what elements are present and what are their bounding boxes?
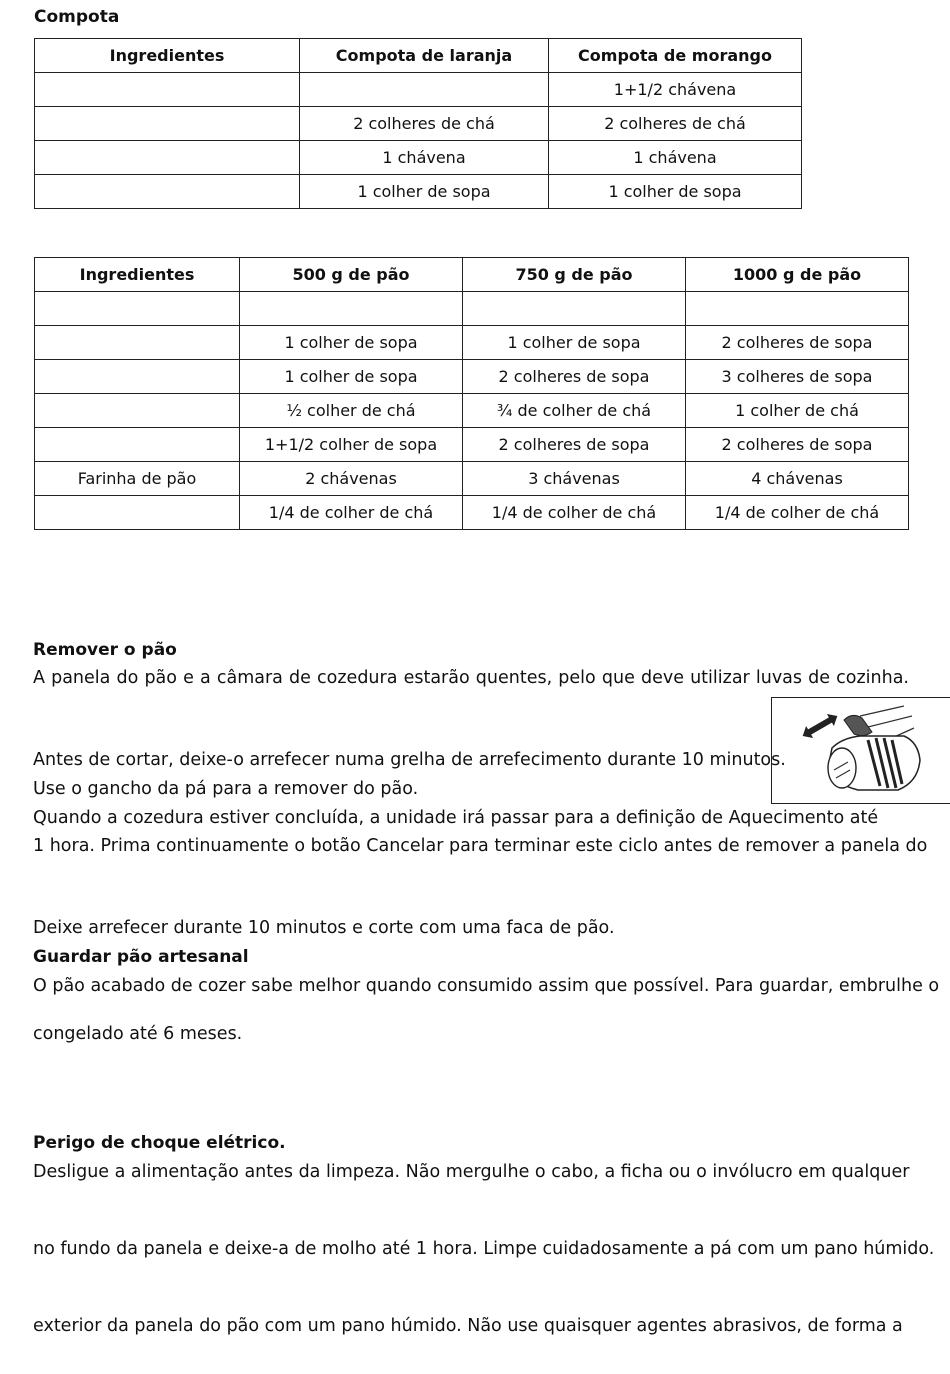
table-row <box>35 73 802 107</box>
paragraph-line: no fundo da panela e deixe-a de molho até 1 hora. Limpe cuidadosamente a pá com um pano húmido. <box>33 1239 935 1259</box>
table-cell: 2 chávenas <box>240 462 463 496</box>
table-cell: 3 chávenas <box>463 462 686 496</box>
table-row <box>35 326 909 360</box>
table-cell: 1 chávena <box>300 141 549 175</box>
table-cell: 2 colheres de sopa <box>686 326 909 360</box>
paragraph-line: O pão acabado de cozer sabe melhor quando consumido assim que possível. Para guardar, embrulhe o <box>33 976 940 996</box>
table-cell: 1 chávena <box>549 141 802 175</box>
table-cell <box>35 360 240 394</box>
table-cell <box>35 73 300 107</box>
table-cell: 2 colheres de sopa <box>463 428 686 462</box>
table-header: Ingredientes <box>35 39 300 73</box>
table-cell: 1 colher de sopa <box>300 175 549 209</box>
table-cell: 1 colher de sopa <box>549 175 802 209</box>
table-cell <box>463 292 686 326</box>
paragraph-line: Use o gancho da pá para a remover do pão. <box>33 779 419 799</box>
paragraph-line: A panela do pão e a câmara de cozedura estarão quentes, pelo que deve utilizar luvas de cozinha. <box>33 668 909 688</box>
table-cell <box>686 292 909 326</box>
table-cell: 4 chávenas <box>686 462 909 496</box>
table-header: 500 g de pão <box>240 258 463 292</box>
table-cell: ¾ de colher de chá <box>463 394 686 428</box>
paddle-removal-illustration <box>771 697 950 804</box>
table-cell: 2 colheres de sopa <box>686 428 909 462</box>
table-header: Compota de morango <box>549 39 802 73</box>
table-row <box>35 496 909 530</box>
table-cell <box>35 496 240 530</box>
table-cell: ½ colher de chá <box>240 394 463 428</box>
table-cell: 2 colheres de chá <box>549 107 802 141</box>
table-header: Ingredientes <box>35 258 240 292</box>
paragraph-line: Antes de cortar, deixe-o arrefecer numa grelha de arrefecimento durante 10 minutos. <box>33 750 786 770</box>
table-cell <box>300 73 549 107</box>
paragraph-line: congelado até 6 meses. <box>33 1024 243 1044</box>
table-header: Compota de laranja <box>300 39 549 73</box>
perigo-heading: Perigo de choque elétrico. <box>33 1133 286 1153</box>
table-row <box>35 175 802 209</box>
paragraph-line: Desligue a alimentação antes da limpeza. Não mergulhe o cabo, a ficha ou o invólucro em qualquer <box>33 1162 910 1182</box>
table-cell: 1/4 de colher de chá <box>686 496 909 530</box>
compota-table <box>34 38 802 209</box>
table-header: 750 g de pão <box>463 258 686 292</box>
pao-table <box>34 257 909 530</box>
paddle-hook-icon <box>772 698 942 803</box>
paragraph-line: Quando a cozedura estiver concluída, a unidade irá passar para a definição de Aquecimento até <box>33 808 879 828</box>
table-row <box>35 462 909 496</box>
table-row <box>35 292 909 326</box>
paragraph-line: 1 hora. Prima continuamente o botão Cancelar para terminar este ciclo antes de remover a panela do <box>33 836 928 856</box>
compota-title: Compota <box>34 7 120 27</box>
table-cell: 1 colher de chá <box>686 394 909 428</box>
guardar-heading: Guardar pão artesanal <box>33 947 249 967</box>
table-cell <box>35 428 240 462</box>
table-cell <box>240 292 463 326</box>
table-cell <box>35 292 240 326</box>
table-cell: 1/4 de colher de chá <box>463 496 686 530</box>
table-row <box>35 141 802 175</box>
paragraph-line: Deixe arrefecer durante 10 minutos e corte com uma faca de pão. <box>33 918 615 938</box>
table-header: 1000 g de pão <box>686 258 909 292</box>
table-row <box>35 394 909 428</box>
table-row <box>35 107 802 141</box>
table-cell <box>35 394 240 428</box>
table-cell: 3 colheres de sopa <box>686 360 909 394</box>
table-cell <box>35 175 300 209</box>
table-cell <box>35 107 300 141</box>
table-row <box>35 428 909 462</box>
table-header-row <box>35 39 802 73</box>
table-cell: 2 colheres de sopa <box>463 360 686 394</box>
table-row <box>35 360 909 394</box>
paragraph-line: exterior da panela do pão com um pano húmido. Não use quaisquer agentes abrasivos, de forma a <box>33 1316 903 1336</box>
table-cell: Farinha de pão <box>35 462 240 496</box>
table-cell <box>35 326 240 360</box>
table-cell: 2 colheres de chá <box>300 107 549 141</box>
table-cell: 1 colher de sopa <box>463 326 686 360</box>
table-cell: 1 colher de sopa <box>240 326 463 360</box>
table-cell: 1/4 de colher de chá <box>240 496 463 530</box>
table-cell: 1 colher de sopa <box>240 360 463 394</box>
remover-heading: Remover o pão <box>33 640 177 660</box>
table-cell: 1+1/2 chávena <box>549 73 802 107</box>
table-header-row <box>35 258 909 292</box>
table-cell: 1+1/2 colher de sopa <box>240 428 463 462</box>
table-cell <box>35 141 300 175</box>
